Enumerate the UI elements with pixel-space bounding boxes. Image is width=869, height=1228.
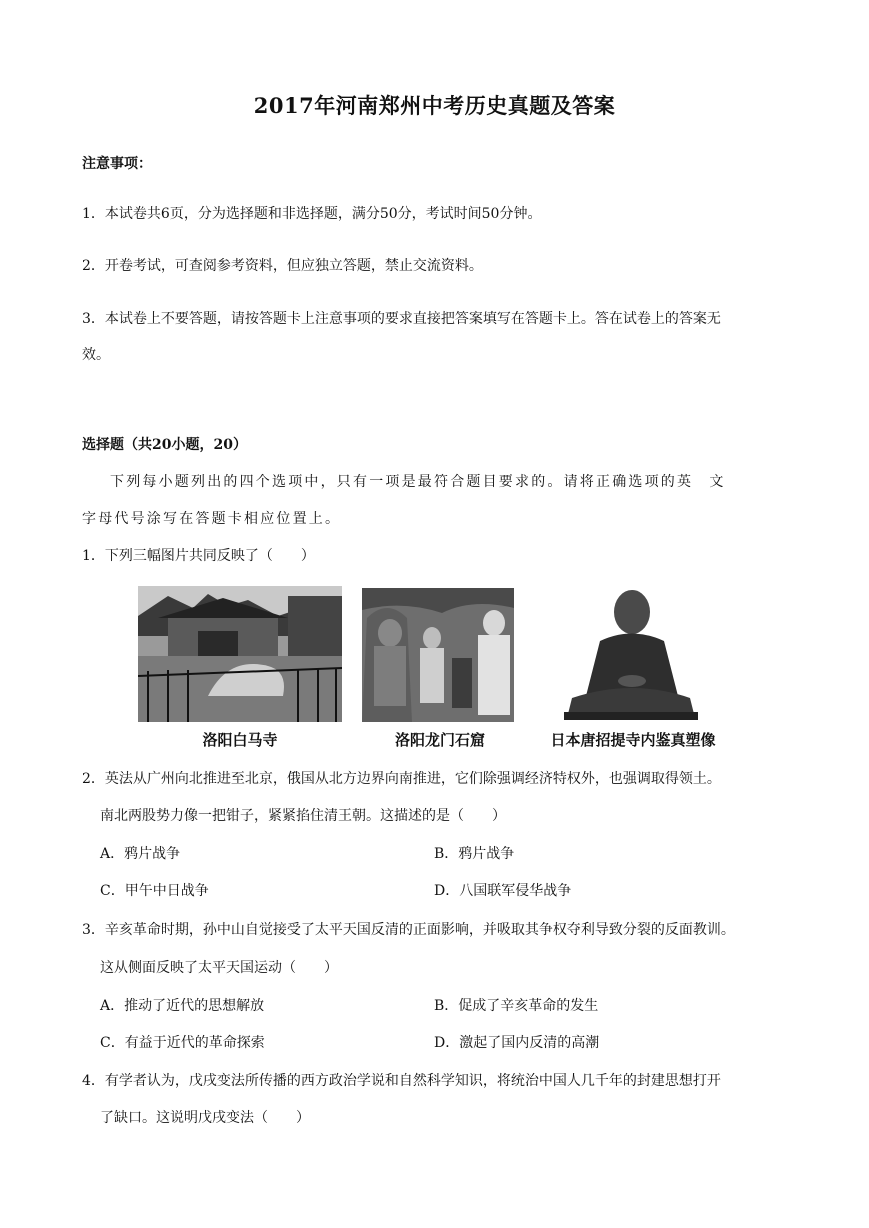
- question-2-stem-line2: 南北两股势力像一把钳子，紧紧掐住清王朝。这描述的是（ ）: [100, 808, 506, 824]
- question-2-option-b: B．鸦片战争: [434, 846, 515, 862]
- question-2-option-c: C．甲午中日战争: [100, 883, 209, 899]
- grotto-photo: [362, 588, 514, 722]
- question-2-option-a: A．鸦片战争: [100, 846, 181, 862]
- question-3-option-d: D．激起了国内反清的高潮: [434, 1035, 600, 1051]
- question-3-option-c: C．有益于近代的革命探索: [100, 1035, 265, 1051]
- question-3-option-b: B．促成了辛亥革命的发生: [434, 998, 599, 1014]
- statue-photo: [560, 586, 702, 724]
- notice-item-2: 2．开卷考试，可查阅参考资料，但应独立答题，禁止交流资料。: [82, 258, 483, 274]
- question-4-stem-line2: 了缺口。这说明戊戌变法（ ）: [100, 1110, 310, 1126]
- question-1-image-1: [138, 586, 342, 728]
- question-1-image-2: [362, 588, 514, 724]
- question-1-stem: 1．下列三幅图片共同反映了（ ）: [82, 548, 315, 564]
- question-4-stem-line1: 4．有学者认为，戊戌变法所传播的西方政治学说和自然科学知识，将统治中国人几千年的封建思想打开: [82, 1073, 721, 1089]
- question-1-caption-2: 洛阳龙门石窟: [394, 731, 485, 749]
- section-instruction-line1: 下列每小题列出的四个选项中，只有一项是最符合题目要求的。请将正确选项的英 文: [110, 474, 726, 490]
- notice-item-3-cont: 效。: [82, 347, 110, 363]
- question-1-caption-1: 洛阳白马寺: [202, 731, 278, 749]
- section-instruction-line2: 字母代号涂写在答题卡相应位置上。: [82, 511, 342, 527]
- notice-item-3: 3．本试卷上不要答题，请按答题卡上注意事项的要求直接把答案填写在答题卡上。答在试卷上的答案无: [82, 311, 721, 327]
- temple-photo: [138, 586, 342, 722]
- question-1-caption-3: 日本唐招提寺内鉴真塑像: [550, 731, 716, 749]
- page-title: 2017年河南郑州中考历史真题及答案: [253, 93, 616, 118]
- question-2-option-d: D．八国联军侵华战争: [434, 883, 572, 899]
- notice-item-1: 1．本试卷共6页，分为选择题和非选择题，满分50分，考试时间50分钟。: [82, 206, 542, 222]
- section-heading: 选择题（共20小题，20）: [82, 437, 247, 453]
- question-3-stem-line1: 3．辛亥革命时期，孙中山自觉接受了太平天国反清的正面影响，并吸取其争权夺利导致分裂的反面教训。: [82, 922, 735, 938]
- question-2-stem-line1: 2．英法从广州向北推进至北京，俄国从北方边界向南推进，它们除强调经济特权外，也强调取得领土。: [82, 771, 721, 787]
- question-3-stem-line2: 这从侧面反映了太平天国运动（ ）: [100, 960, 338, 976]
- question-3-option-a: A．推动了近代的思想解放: [100, 998, 265, 1014]
- notice-heading: 注意事项：: [82, 156, 152, 172]
- question-1-image-3: [560, 586, 702, 726]
